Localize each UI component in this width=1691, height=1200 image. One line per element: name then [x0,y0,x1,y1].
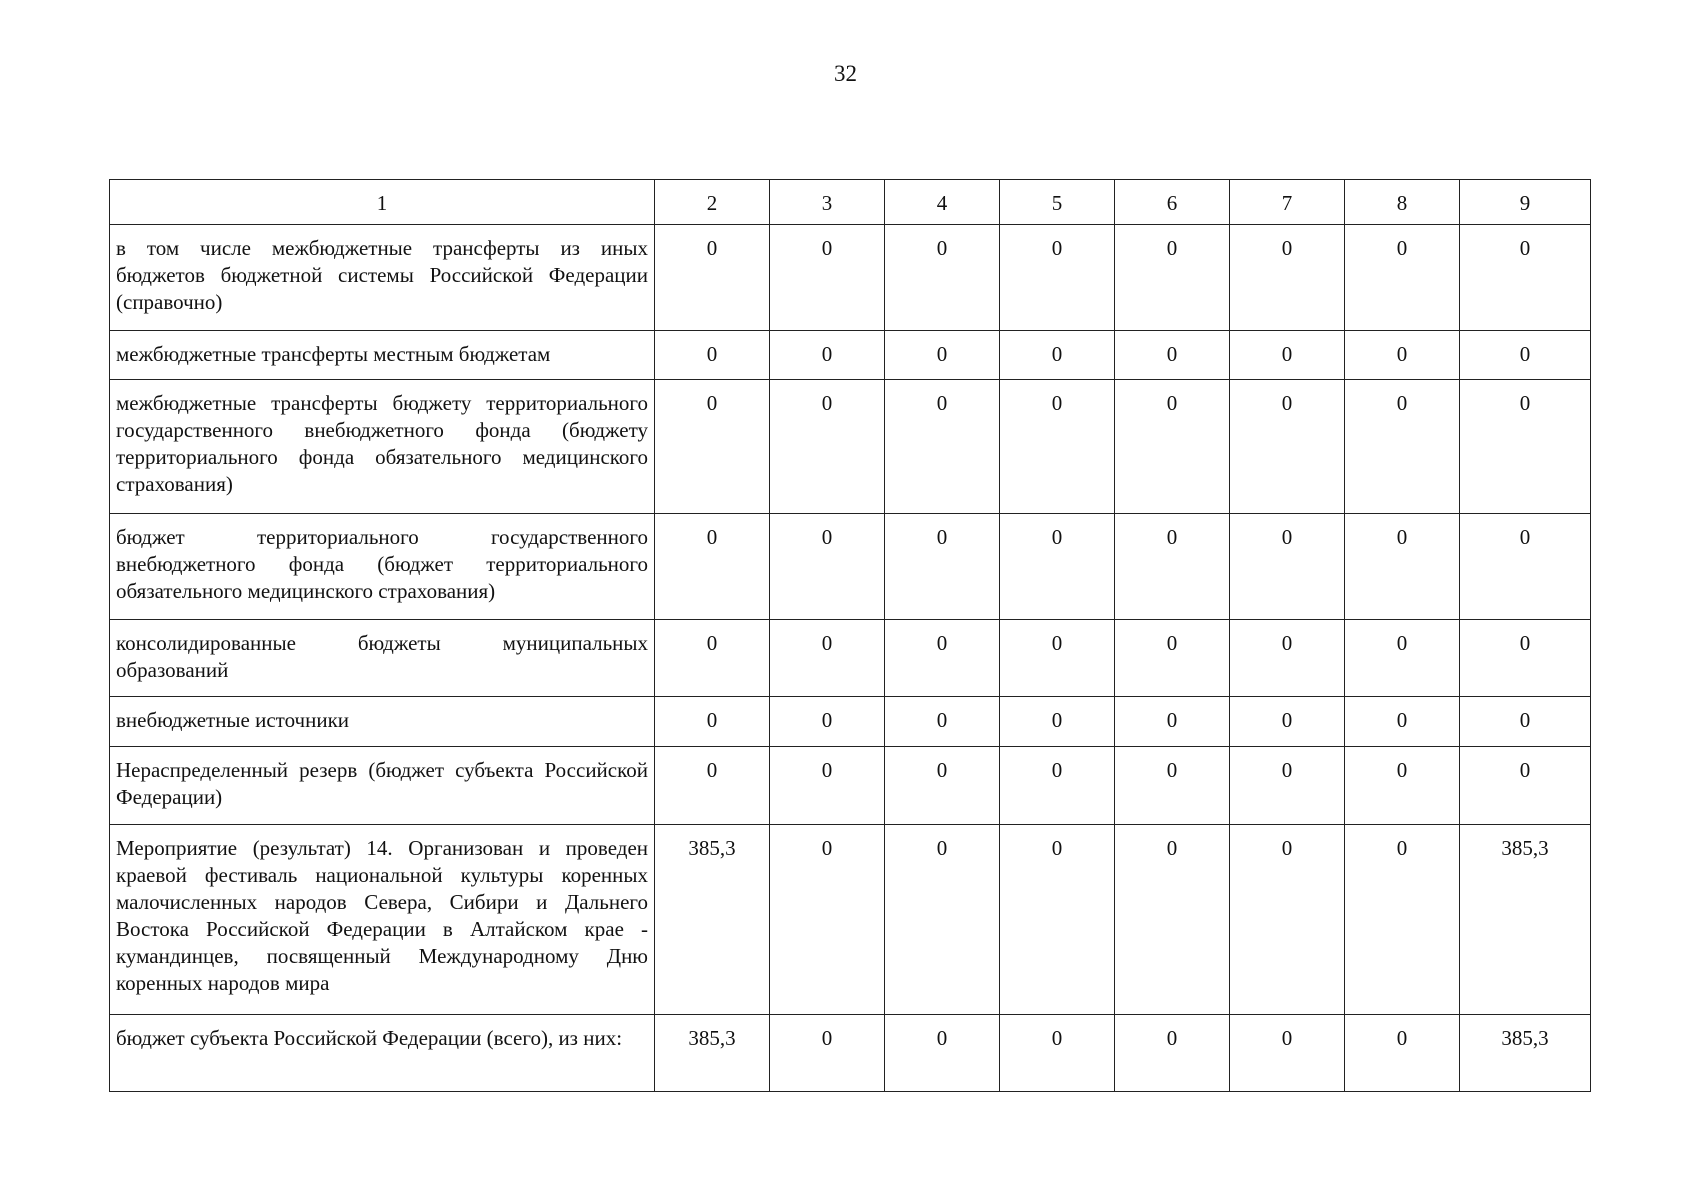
cell-value: 0 [1460,380,1591,514]
cell-value: 0 [1230,514,1345,620]
cell-value: 0 [885,825,1000,1015]
cell-value: 0 [1345,620,1460,697]
cell-value: 0 [1345,825,1460,1015]
cell-value: 0 [1460,225,1591,331]
column-header: 7 [1230,180,1345,225]
cell-value: 385,3 [655,825,770,1015]
row-label: межбюджетные трансферты местным бюджетам [110,331,655,380]
column-header: 1 [110,180,655,225]
cell-value: 385,3 [1460,1015,1591,1092]
cell-value: 0 [1230,747,1345,825]
cell-value: 0 [885,514,1000,620]
cell-value: 0 [1230,225,1345,331]
cell-value: 0 [655,747,770,825]
column-header: 6 [1115,180,1230,225]
cell-value: 0 [1345,331,1460,380]
column-header: 2 [655,180,770,225]
cell-value: 0 [1000,620,1115,697]
cell-value: 0 [655,697,770,747]
cell-value: 0 [1000,697,1115,747]
cell-value: 385,3 [655,1015,770,1092]
cell-value: 0 [1000,225,1115,331]
cell-value: 0 [770,620,885,697]
cell-value: 0 [1115,620,1230,697]
cell-value: 0 [1345,380,1460,514]
row-label: бюджет субъекта Российской Федерации (всего), из них: [110,1015,655,1092]
cell-value: 0 [770,331,885,380]
cell-value: 0 [1000,747,1115,825]
cell-value: 0 [1115,225,1230,331]
cell-value: 0 [1000,514,1115,620]
cell-value: 0 [885,1015,1000,1092]
table-row [110,380,1591,514]
cell-value: 385,3 [1460,825,1591,1015]
cell-value: 0 [1000,825,1115,1015]
row-label: межбюджетные трансферты бюджету территориального государственного внебюджетного фонда (бюджету территориального фонда обязательного медицинского страхования) [110,380,655,514]
cell-value: 0 [770,825,885,1015]
cell-value: 0 [770,514,885,620]
cell-value: 0 [1115,1015,1230,1092]
cell-value: 0 [885,697,1000,747]
cell-value: 0 [770,747,885,825]
column-header: 3 [770,180,885,225]
cell-value: 0 [1345,697,1460,747]
cell-value: 0 [655,225,770,331]
cell-value: 0 [1460,620,1591,697]
table-body [110,225,1591,1092]
cell-value: 0 [885,620,1000,697]
table-header [110,180,1591,225]
column-header: 4 [885,180,1000,225]
cell-value: 0 [1460,514,1591,620]
table-row [110,825,1591,1015]
cell-value: 0 [885,225,1000,331]
table-row [110,331,1591,380]
column-header: 5 [1000,180,1115,225]
row-label: консолидированные бюджеты муниципальных образований [110,620,655,697]
cell-value: 0 [1115,825,1230,1015]
cell-value: 0 [1000,331,1115,380]
table-row [110,1015,1591,1092]
cell-value: 0 [885,380,1000,514]
column-header: 8 [1345,180,1460,225]
page-number: 32 [834,61,857,86]
cell-value: 0 [1115,331,1230,380]
cell-value: 0 [1230,620,1345,697]
cell-value: 0 [1460,697,1591,747]
cell-value: 0 [885,331,1000,380]
cell-value: 0 [1115,697,1230,747]
header-row [110,180,1591,225]
table-row [110,747,1591,825]
row-label: внебюджетные источники [110,697,655,747]
table-row [110,620,1591,697]
row-label: Мероприятие (результат) 14. Организован и проведен краевой фестиваль национальной культуры коренных малочисленных народов Севера, Сибири и Дальнего Востока Российской Федерации в Алтайском крае - кумандинцев, посвященный Международному Дню коренных народов мира [110,825,655,1015]
cell-value: 0 [1000,1015,1115,1092]
cell-value: 0 [770,697,885,747]
table-row [110,697,1591,747]
cell-value: 0 [885,747,1000,825]
cell-value: 0 [1230,1015,1345,1092]
cell-value: 0 [1345,747,1460,825]
cell-value: 0 [1345,514,1460,620]
cell-value: 0 [1230,825,1345,1015]
budget-table [109,179,1591,1092]
cell-value: 0 [1115,380,1230,514]
cell-value: 0 [1460,331,1591,380]
row-label: Нераспределенный резерв (бюджет субъекта Российской Федерации) [110,747,655,825]
cell-value: 0 [1345,225,1460,331]
cell-value: 0 [1230,331,1345,380]
cell-value: 0 [1230,380,1345,514]
cell-value: 0 [770,380,885,514]
row-label: в том числе межбюджетные трансферты из иных бюджетов бюджетной системы Российской Федерации (справочно) [110,225,655,331]
cell-value: 0 [1115,747,1230,825]
cell-value: 0 [655,620,770,697]
cell-value: 0 [655,380,770,514]
cell-value: 0 [1345,1015,1460,1092]
cell-value: 0 [655,331,770,380]
cell-value: 0 [1000,380,1115,514]
cell-value: 0 [1230,697,1345,747]
table-row [110,514,1591,620]
table-row [110,225,1591,331]
cell-value: 0 [770,225,885,331]
cell-value: 0 [770,1015,885,1092]
cell-value: 0 [1115,514,1230,620]
row-label: бюджет территориального государственного внебюджетного фонда (бюджет территориального обязательного медицинского страхования) [110,514,655,620]
column-header: 9 [1460,180,1591,225]
cell-value: 0 [655,514,770,620]
cell-value: 0 [1460,747,1591,825]
